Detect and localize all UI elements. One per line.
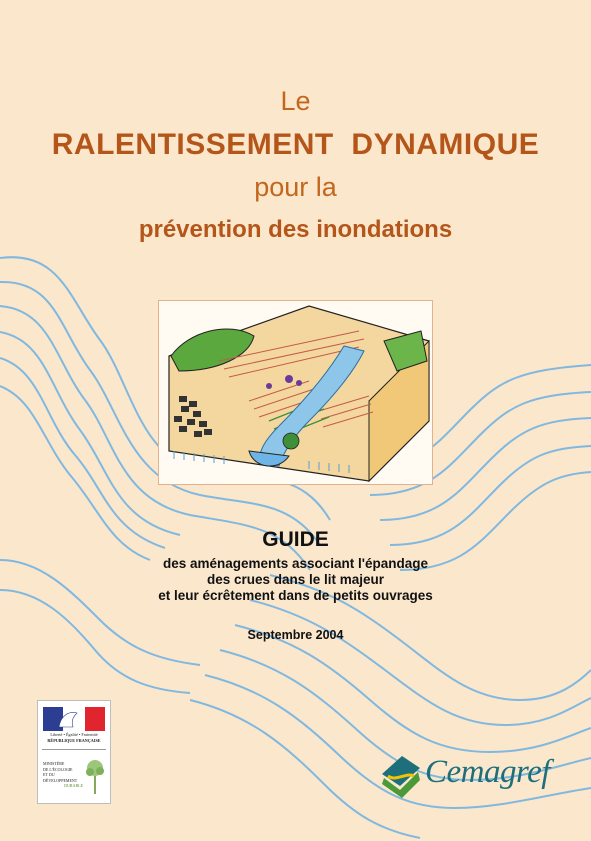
cemagref-mark-icon [380,754,424,800]
title-prevention: prévention des inondations [138,216,453,243]
ministere-line-3: ET DU DÉVELOPPEMENT [43,772,78,783]
guide-line-3: et leur écrêtement dans de petits ouvrages [158,588,433,603]
ministere-line-2: DE L'ÉCOLOGIE [43,766,73,772]
republique-francaise-logo [37,700,111,804]
title-main: RALENTISSEMENT DYNAMIQUE [51,128,540,161]
landscape-drawing [159,301,432,484]
marianne-flag-icon [43,707,105,731]
publication-date: Septembre 2004 [247,628,344,642]
cemagref-wordmark: Cemagref [425,754,550,790]
cemagref-logo [380,752,560,802]
tree-icon [83,756,107,796]
ministere-line-4: DURABLE [64,783,83,788]
title-pour-la: pour la [254,172,337,202]
ministere-text [43,761,83,789]
landscape-illustration [158,300,433,485]
guide-line-1: des aménagements associant l'épandage [162,556,429,571]
republique-motto: Liberté • Égalité • Fraternité [50,732,98,737]
ministere-line-1: MINISTÈRE [43,761,65,766]
guide-heading: GUIDE [262,528,329,551]
title-le: Le [280,86,311,116]
republique-name: RÉPUBLIQUE FRANÇAISE [47,738,101,743]
logo-divider [42,749,106,750]
guide-block [0,528,591,604]
guide-line-2: des crues dans le lit majeur [206,572,385,587]
